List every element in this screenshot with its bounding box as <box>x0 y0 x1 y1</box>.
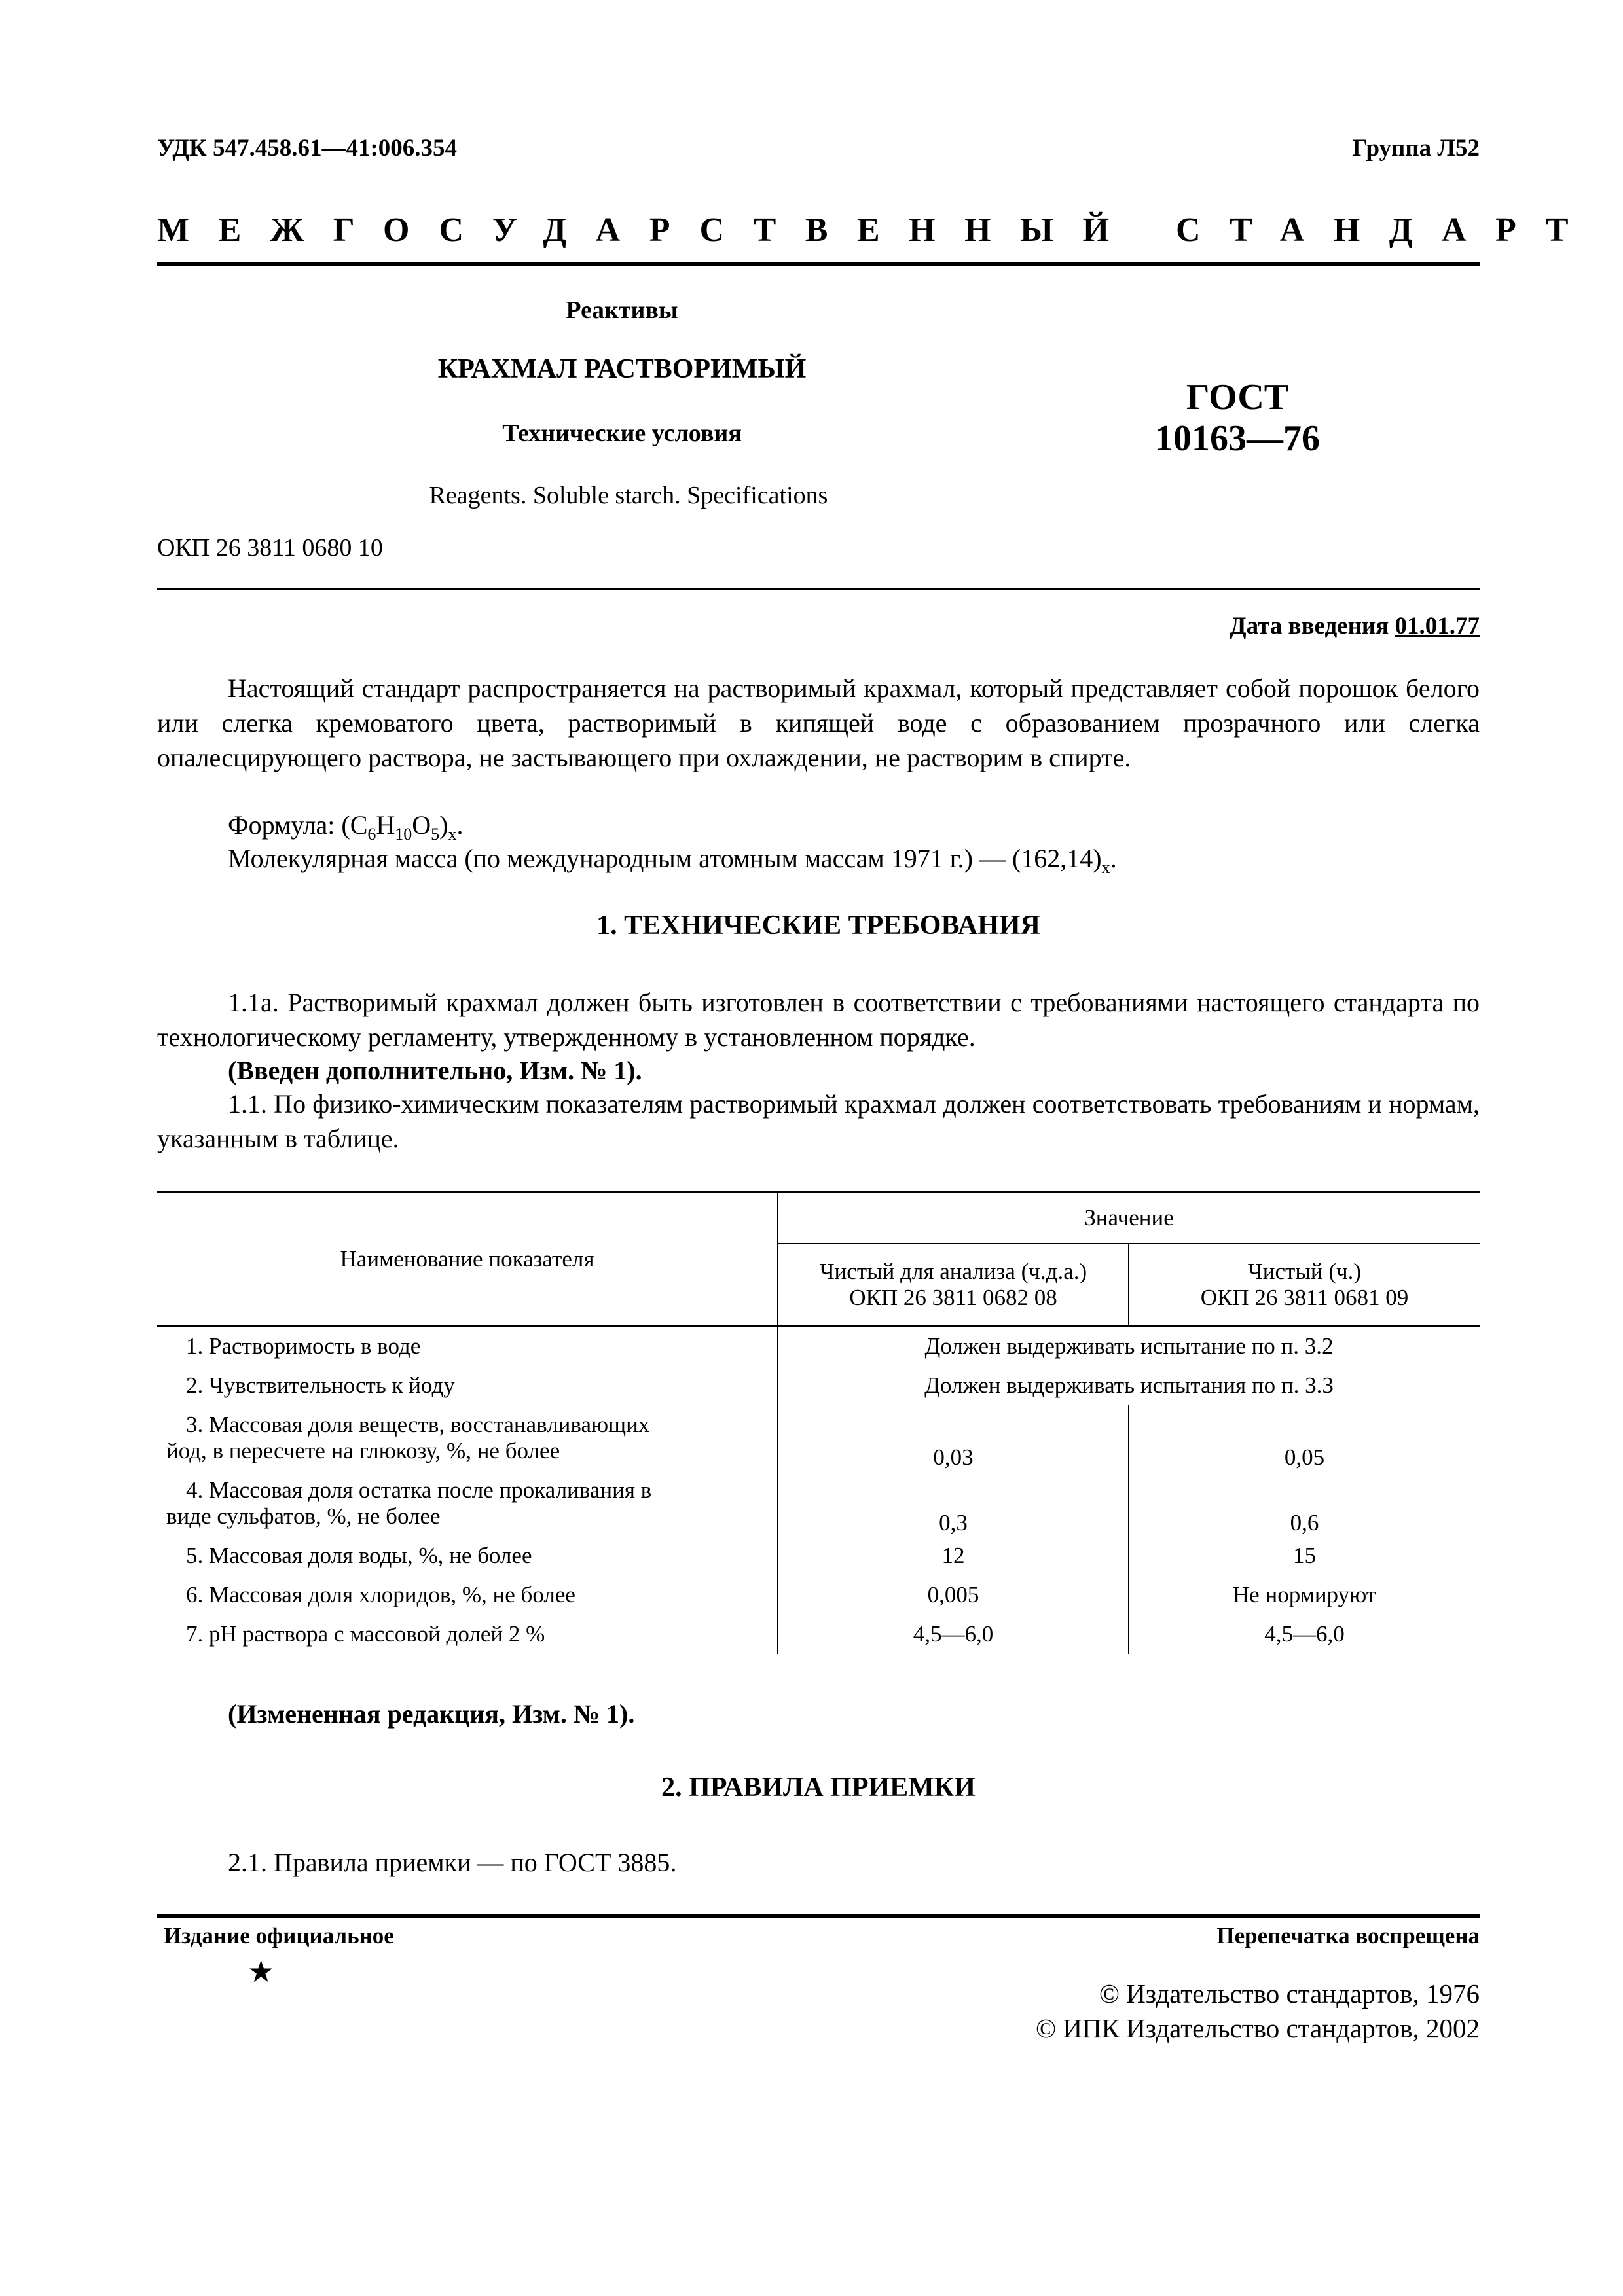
title-rule <box>157 588 1480 590</box>
intro-text: Настоящий стандарт распространяется на растворимый крахмал, который представляет собой порошок белого или слегка кремоватого цвета, растворимый в кипящей воде с образованием прозрачного или слегка опалесцирующего раствора, не застывающего при охлаждении, не растворим в спирте. <box>157 673 1480 772</box>
row-merged-value: Должен выдерживать испытание по п. 3.2 <box>778 1326 1480 1366</box>
title-english: Reagents. Soluble starch. Specifications <box>429 482 828 509</box>
footer-rule <box>157 1914 1480 1918</box>
row-name: 2. Чувствительность к йоду <box>186 1372 455 1398</box>
table-row <box>157 1536 1480 1575</box>
row-name: 6. Массовая доля хлоридов, %, не более <box>186 1582 575 1607</box>
gost-label: ГОСТ <box>1186 377 1289 418</box>
molar-mass-line: Молекулярная масса (по международным атомным массам 1971 г.) — $(162,14)_x$. <box>228 844 1117 877</box>
banner-rule <box>157 262 1480 266</box>
row-value-a: 0,005 <box>778 1575 1129 1615</box>
row-value-a: 0,03 <box>778 1405 1129 1471</box>
intro-date-value: 01.01.77 <box>1395 613 1480 639</box>
intro-date-label: Дата введения <box>1230 613 1389 639</box>
row-value-b: Не нормируют <box>1129 1575 1480 1615</box>
title-specifications: Технические условия <box>502 420 742 447</box>
molar-mass-text: Молекулярная масса (по международным атомным массам 1971 г.) — (162,14) <box>228 844 1102 873</box>
table-header-pure-okp: ОКП 26 3811 0681 09 <box>1200 1285 1409 1310</box>
section-1-title: 1. ТЕХНИЧЕСКИЕ ТРЕБОВАНИЯ <box>596 910 1040 941</box>
official-edition: Издание официальное <box>164 1923 394 1948</box>
table-header-pure <box>1129 1244 1480 1326</box>
table-row <box>157 1405 1480 1471</box>
row-merged-value: Должен выдерживать испытания по п. 3.3 <box>778 1366 1480 1405</box>
table-row <box>157 1366 1480 1405</box>
title-reagents: Реактивы <box>566 296 678 324</box>
row-value-b: 0,05 <box>1129 1405 1480 1471</box>
row-name-line1: 3. Массовая доля веществ, восстанавливающих <box>186 1412 650 1437</box>
table-change-note: (Измененная редакция, Изм. № 1). <box>228 1699 635 1729</box>
table-row <box>157 1471 1480 1536</box>
row-name-line1: 4. Массовая доля остатка после прокаливания в <box>186 1477 652 1503</box>
row-name <box>157 1471 778 1536</box>
intro-date <box>1113 612 1480 640</box>
table-header-pure-analysis <box>778 1244 1129 1326</box>
intro-paragraph <box>157 671 1480 775</box>
row-name: 7. рН раствора с массовой долей 2 % <box>186 1621 545 1647</box>
formula-value: $(C_6H_{10}O_5)_x$. <box>341 810 464 844</box>
table-header-name: Наименование показателя <box>157 1193 778 1327</box>
spec-table <box>157 1191 1480 1654</box>
section-1-1a-text: 1.1а. Растворимый крахмал должен быть изготовлен в соответствии с требованиями настоящего стандарта по технологическому регламенту, утвержденному в установленном порядке. <box>157 988 1480 1052</box>
row-value-b: 0,6 <box>1129 1471 1480 1536</box>
row-value-a: 12 <box>778 1536 1129 1575</box>
section-1-1-text: 1.1. По физико-химическим показателям растворимый крахмал должен соответствовать требованиям и нормам, указанным в таблице. <box>157 1089 1480 1153</box>
gost-number: 10163—76 <box>1155 418 1320 459</box>
row-value-a: 0,3 <box>778 1471 1129 1536</box>
copyright-2002: © ИПК Издательство стандартов, 2002 <box>1035 2013 1480 2043</box>
row-name-line2: йод, в пересчете на глюкозу, %, не более <box>166 1438 560 1463</box>
row-name: 1. Растворимость в воде <box>186 1333 421 1359</box>
table-header-pure-title: Чистый (ч.) <box>1248 1259 1361 1284</box>
table-row <box>157 1615 1480 1654</box>
table-row <box>157 1326 1480 1366</box>
star-icon: ★ <box>247 1955 275 1988</box>
table-header-value: Значение <box>778 1193 1480 1244</box>
molar-mass-subscript: x <box>1101 858 1110 877</box>
section-1-1 <box>157 1086 1480 1156</box>
row-name <box>157 1405 778 1471</box>
row-value-b: 15 <box>1129 1536 1480 1575</box>
row-value-b: 4,5—6,0 <box>1129 1615 1480 1654</box>
reprint-prohibited: Перепечатка воспрещена <box>1216 1923 1480 1948</box>
section-1-1a-note: (Введен дополнительно, Изм. № 1). <box>228 1056 642 1085</box>
standard-banner: МЕЖГОСУДАРСТВЕННЫЙ СТАНДАРТ <box>157 211 1598 249</box>
table-header-pure-analysis-title: Чистый для анализа (ч.д.а.) <box>819 1259 1087 1284</box>
table-header-pure-analysis-okp: ОКП 26 3811 0682 08 <box>849 1285 1057 1310</box>
row-value-a: 4,5—6,0 <box>778 1615 1129 1654</box>
title-product: КРАХМАЛ РАСТВОРИМЫЙ <box>437 354 807 384</box>
table-row <box>157 1575 1480 1615</box>
section-2-1: 2.1. Правила приемки — по ГОСТ 3885. <box>228 1848 677 1877</box>
row-name: 5. Массовая доля воды, %, не более <box>186 1543 532 1568</box>
formula-line <box>228 810 464 844</box>
section-2-title: 2. ПРАВИЛА ПРИЕМКИ <box>661 1772 976 1803</box>
section-1-1a <box>157 985 1480 1054</box>
formula-label: Формула: <box>228 810 335 840</box>
okp-code: ОКП 26 3811 0680 10 <box>157 534 383 562</box>
udk-code: УДК 547.458.61—41:006.354 <box>157 135 458 162</box>
group-code: Группа Л52 <box>1352 135 1480 162</box>
row-name-line2: виде сульфатов, %, не более <box>166 1503 441 1529</box>
copyright-1976: © Издательство стандартов, 1976 <box>1099 1979 1480 2009</box>
